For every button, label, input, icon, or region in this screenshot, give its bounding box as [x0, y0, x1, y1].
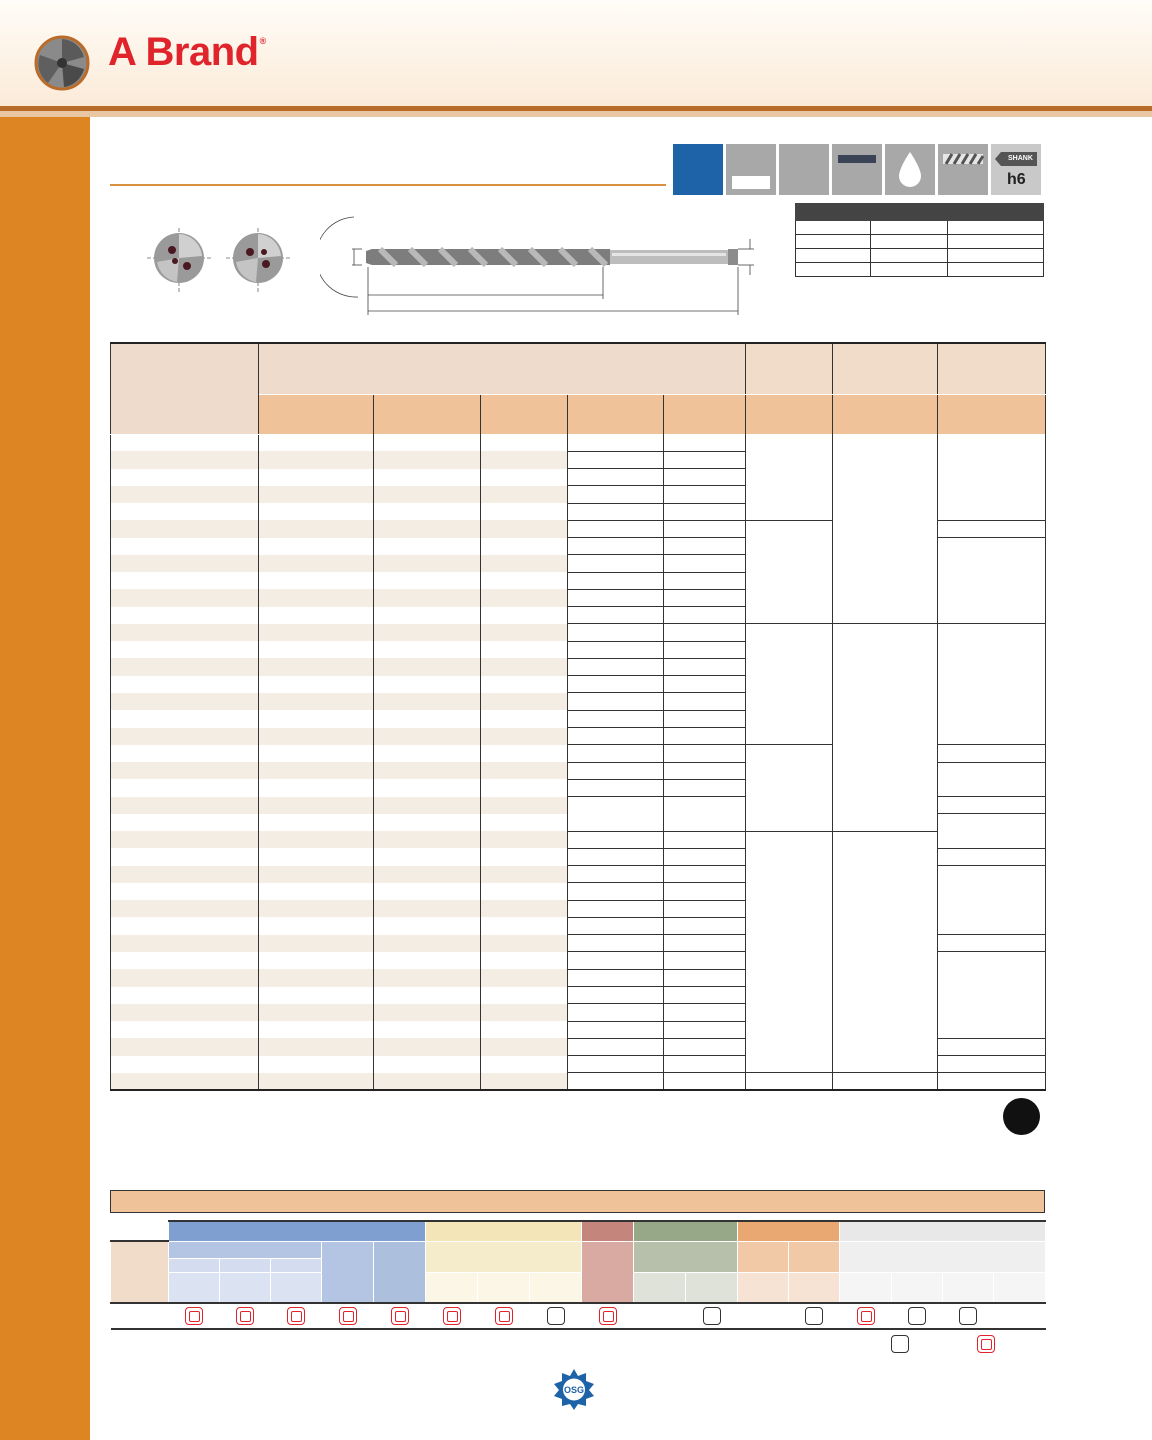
material-subgroup-row: [111, 1241, 1046, 1258]
feature-icon-strip: [673, 144, 1043, 195]
drill-tip-views: [145, 226, 295, 296]
material-group-stainless: [426, 1221, 582, 1241]
shank-label: SHANK: [1008, 155, 1033, 162]
recommended-mark-icon: [443, 1307, 461, 1325]
tolerance-table-header: [796, 204, 1044, 221]
osg-logo: [553, 1368, 595, 1410]
header-cell: [259, 343, 746, 394]
recommended-mark-icon: [339, 1307, 357, 1325]
recommended-mark-icon: [857, 1307, 875, 1325]
brand-logo-icon: [34, 35, 90, 91]
recommended-mark-icon: [185, 1307, 203, 1325]
tolerance-table-row: [796, 235, 1044, 249]
title-rule: [110, 184, 666, 186]
coating-icon: [673, 144, 723, 195]
recommended-mark-icon: [287, 1307, 305, 1325]
material-group-nonferrous: [634, 1221, 738, 1241]
header-cell: [746, 343, 833, 394]
material-group-cast-iron: [582, 1221, 634, 1241]
subheader-cell: [568, 394, 664, 434]
legend-suitable-icon: [891, 1335, 909, 1353]
recommended-mark-icon: [599, 1307, 617, 1325]
blank-spec-icon: [779, 144, 829, 195]
suitable-mark-icon: [908, 1307, 926, 1325]
recommended-mark-icon: [236, 1307, 254, 1325]
table-row: [111, 1073, 1046, 1090]
tolerance-table-row: [796, 221, 1044, 235]
material-group-row: [111, 1221, 1046, 1241]
legend-recommended-icon: [977, 1335, 995, 1353]
length-indicator-icon: [726, 144, 776, 195]
coolant-drop-icon: [885, 144, 935, 195]
recommended-mark-icon: [391, 1307, 409, 1325]
suitable-mark-icon: [703, 1307, 721, 1325]
subheader-cell: [664, 394, 746, 434]
table-row: [111, 831, 1046, 848]
material-group-other: [840, 1221, 1046, 1241]
helix-flute-icon: [938, 144, 988, 195]
material-suitability-row: [111, 1303, 1046, 1329]
sidebar-band: [0, 117, 90, 1440]
material-group-steel: [169, 1221, 426, 1241]
tolerance-table-row: [796, 263, 1044, 277]
page-header: [0, 0, 1152, 108]
drill-tip-view-right: [226, 228, 290, 292]
subheader-cell: [259, 394, 374, 434]
header-cell: [833, 343, 938, 394]
header-cell: [111, 343, 259, 434]
flute-bar-icon: [832, 144, 882, 195]
suitable-mark-icon: [547, 1307, 565, 1325]
table-row: [111, 434, 1046, 451]
recommended-mark-icon: [495, 1307, 513, 1325]
shank-tolerance: h6: [1007, 171, 1026, 188]
subheader-cell: [938, 394, 1046, 434]
registered-mark: ®: [259, 36, 266, 46]
suitable-mark-icon: [805, 1307, 823, 1325]
section-marker-icon: [1003, 1098, 1040, 1135]
product-table-header-row: [111, 343, 1046, 394]
material-detail-row: [111, 1272, 1046, 1303]
material-bar: [110, 1190, 1045, 1213]
subheader-cell: [746, 394, 833, 434]
drill-tip-view-left: [147, 228, 211, 292]
subheader-cell: [481, 394, 568, 434]
subheader-cell: [833, 394, 938, 434]
osg-logo-text: OSG: [563, 1385, 585, 1395]
header-cell: [938, 343, 1046, 394]
suitable-mark-icon: [959, 1307, 977, 1325]
drill-drawing: [320, 215, 760, 325]
tolerance-table: [795, 203, 1044, 277]
table-row: [111, 624, 1046, 641]
tolerance-table-row: [796, 249, 1044, 263]
subheader-cell: [374, 394, 481, 434]
material-table: [110, 1220, 1046, 1330]
header-divider-shadow: [0, 111, 1152, 117]
brand-title: A Brand®: [108, 30, 266, 74]
product-table: [110, 342, 1046, 1091]
material-group-heat-resistant: [738, 1221, 840, 1241]
shank-icon: [991, 144, 1041, 195]
